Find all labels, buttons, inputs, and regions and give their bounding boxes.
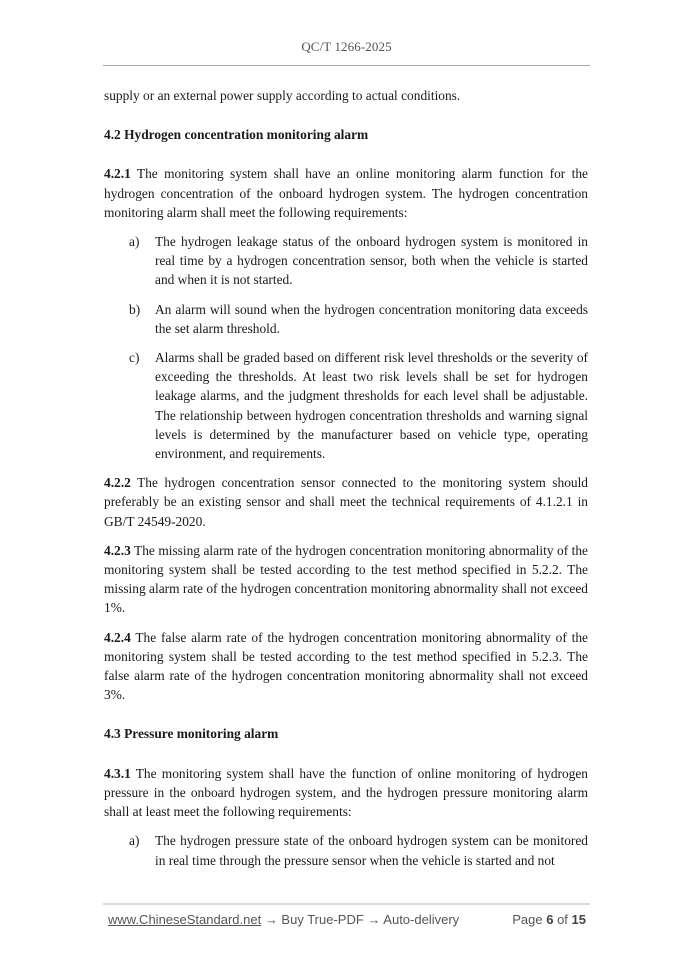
clause-text: The monitoring system shall have the function of online monitoring of hydrogen pressure in the onboard hydrogen system, and the hydrogen pressure monitoring alarm shall at least meet the following requirements:	[104, 765, 588, 820]
clause-number: 4.2.2	[104, 475, 131, 491]
document-id-header: QC/T 1266-2025	[301, 39, 392, 54]
document-body	[104, 86, 588, 870]
promo-text: → Buy True-PDF → Auto-delivery	[261, 912, 460, 927]
current-page: 6	[546, 912, 554, 927]
total-pages: 15	[571, 912, 586, 927]
clause-4-3-1	[104, 764, 588, 822]
list-item-text: The hydrogen pressure state of the onboard hydrogen system can be monitored in real time through the pressure sensor when the vehicle is started and not	[155, 833, 588, 868]
clause-4-2-4	[104, 628, 588, 705]
page-footer	[108, 912, 586, 927]
clause-4-2-1	[104, 164, 588, 222]
list-item-a	[104, 831, 588, 869]
list-item-text: An alarm will sound when the hydrogen concentration monitoring data exceeds the set alarm threshold.	[155, 301, 588, 336]
header-divider	[103, 65, 590, 66]
footer-divider	[103, 903, 590, 905]
list-marker: a)	[129, 833, 140, 849]
continuation-paragraph: supply or an external power supply according to actual conditions.	[104, 88, 461, 103]
page-label: Page	[512, 912, 547, 927]
list-item-text: Alarms shall be graded based on different risk level thresholds or the severity of exceeding the thresholds. At least two risk levels shall be set for hydrogen leakage alarms, and the judgment thresholds for each level shall be adjustable. The relationship between hydrogen concentration thresholds and warning signal levels is determined by the manufacturer based on vehicle type, operating environment, and requirements.	[155, 350, 588, 462]
list-item-text: The hydrogen leakage status of the onboard hydrogen system is monitored in real time by a hydrogen concentration sensor, both when the vehicle is started and when it is not started.	[155, 234, 588, 288]
site-link[interactable]: www.ChineseStandard.net	[108, 912, 262, 927]
clause-number: 4.2.3	[104, 542, 131, 558]
section-heading-4-2: 4.2 Hydrogen concentration monitoring alarm	[104, 127, 369, 143]
page-indicator	[512, 912, 586, 927]
section-heading-4-3: 4.3 Pressure monitoring alarm	[104, 726, 279, 742]
list-item-b	[104, 300, 588, 338]
clause-number: 4.2.4	[104, 629, 131, 645]
clause-text: The false alarm rate of the hydrogen concentration monitoring abnormality of the monitoring system shall be tested according to the test method specified in 5.2.3. The false alarm rate of the hydrogen concentration monitoring abnormality shall not exceed 3%.	[104, 629, 588, 703]
clause-text: The missing alarm rate of the hydrogen concentration monitoring abnormality of the monitoring system shall be tested according to the test method specified in 5.2.2. The missing alarm rate of the hydrogen concentration monitoring abnormality shall not exceed 1%.	[104, 542, 588, 616]
clause-text: The hydrogen concentration sensor connected to the monitoring system should preferably be an existing sensor and shall meet the technical requirements of 4.1.2.1 in GB/T 24549-2020.	[104, 475, 588, 529]
clause-number: 4.2.1	[104, 166, 131, 182]
list-item-a	[104, 232, 588, 290]
list-marker: b)	[129, 301, 141, 317]
list-item-c	[104, 348, 588, 463]
clause-number: 4.3.1	[104, 765, 131, 781]
clause-4-2-2	[104, 473, 588, 531]
list-marker: a)	[129, 234, 140, 250]
page-of-label: of	[553, 912, 572, 927]
clause-4-2-3	[104, 541, 588, 618]
list-marker: c)	[129, 350, 140, 366]
footer-promo	[108, 912, 459, 927]
clause-text: The monitoring system shall have an online monitoring alarm function for the hydrogen concentration of the onboard hydrogen system. The hydrogen concentration monitoring alarm shall meet the following requirements:	[104, 166, 588, 220]
